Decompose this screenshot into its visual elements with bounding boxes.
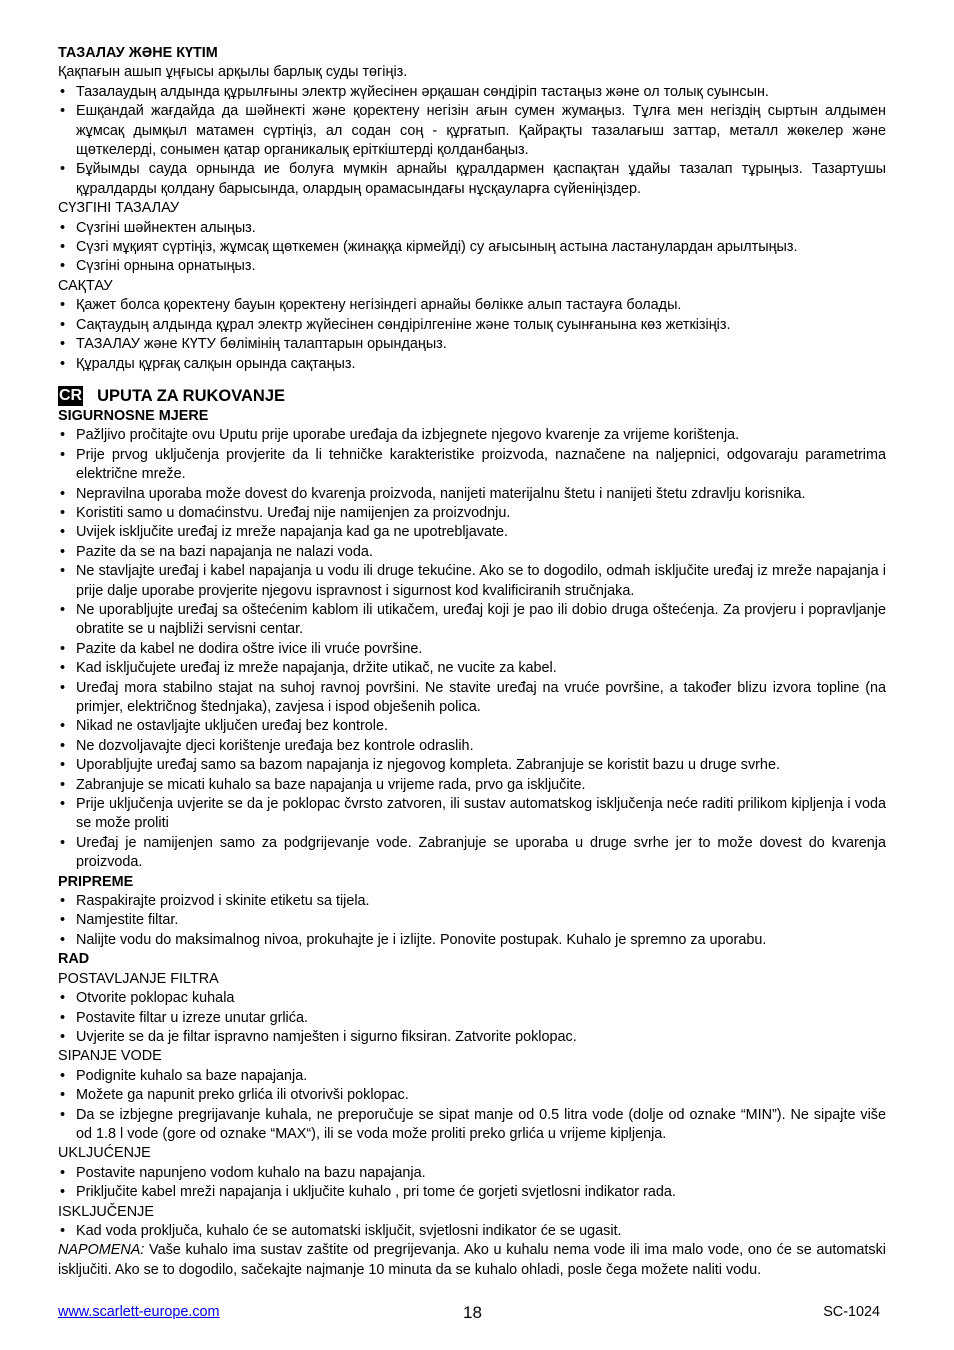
cr-pour-list — [58, 1067, 886, 1145]
cr-off-list — [58, 1222, 886, 1241]
list-item: • Da se izbjegne pregrijavanje kuhala, ne preporučuje se sipat manje od 0.5 litra vode (dolje od oznake “MIN”). Ne sipajte više od 1.8 l vode (gore od oznake “MAX“), ili se voda može proliti preko grlića u vrijeme kipljenja. — [58, 1106, 886, 1145]
kk-section-title: ТАЗАЛАУ ЖӘНЕ КҮТІМ — [58, 45, 218, 61]
cr-section-title: UPUTA ZA RUKOVANJE — [97, 386, 286, 405]
note-label: NAPOMENA: — [58, 1242, 145, 1259]
list-item: • Zabranjuje se micati kuhalo sa baze napajanja u vrijeme rada, prvo ga isključite. — [58, 776, 886, 795]
list-item: • Podignite kuhalo sa baze napajanja. — [58, 1067, 886, 1086]
list-item: • Otvorite poklopac kuhala — [58, 989, 886, 1008]
list-item: • Сүзгіні орнына орнатыңыз. — [58, 257, 886, 276]
list-item: • Uređaj mora stabilno stajat na suhoj ravnoj površini. Ne stavite uređaj na vruće površine, a također blizu izvora topline (na primjer, električnog štednjaka), zavjesa i ispod obješenih polica. — [58, 679, 886, 718]
list-item: • ТАЗАЛАУ және КҮТУ бөлімінің талаптарын орындаңыз. — [58, 335, 886, 354]
kk-cleaning-list — [58, 83, 886, 199]
list-item: • Ешқандай жағдайда да шәйнекті және қоректену негізін ағын сумен жумаңыз. Тұлға мен негіздің сыртын алдымен жұмсақ дымқыл матамен сүртіңіз, ал содан соң - құрғатып. Қайрақты тазалағыш заттар, металл жөкелер және щөткелерді, сонымен қатар органикалық еріткіштерді қолданбаңыз. — [58, 102, 886, 160]
list-item: • Uvijek isključite uređaj iz mreže napajanja kad ga ne upotrebljavate. — [58, 523, 886, 542]
note-text: Vaše kuhalo ima sustav zaštite od pregrijevanja. Ako u kuhalu nema vode ili ima malo vode, ono će se automatski isključiti. Ako se to dogodilo, sačekajte najmanje 10 minuta da se kuhalo ohladi, posle čega možete naliti vodu. — [58, 1242, 886, 1278]
page-number: 18 — [463, 1303, 482, 1322]
list-item: • Сүзгі мұқият сүртіңіз, жұмсақ щөткемен (жинаққа кірмейді) су ағысының астына ластанулардан арылтыңыз. — [58, 238, 886, 257]
list-item: • Ne stavljajte uređaj i kabel napajanja u vodu ili druge tekućine. Ako se to dogodilo, odmah isključite uređaj iz mreže napajanja i prije dalje uporabe provjerite njegovu ispravnost i sigurnost kod kvalificiranih stručnjaka. — [58, 562, 886, 601]
cr-filter-title: POSTAVLJANJE FILTRA — [58, 970, 219, 987]
list-item: • Құралды құрғақ салқын орында сақтаңыз. — [58, 355, 886, 374]
list-item: • Raspakirajte proizvod i skinite etiketu sa tijela. — [58, 892, 886, 911]
list-item: • Kad isključujete uređaj iz mreže napajanja, držite utikač, ne vucite za kabel. — [58, 659, 886, 678]
page-footer — [58, 1303, 886, 1325]
model-number: SC-1024 — [823, 1304, 880, 1320]
list-item: • Postavite napunjeno vodom kuhalo na bazu napajanja. — [58, 1164, 886, 1183]
list-item: • Тазалаудың алдында құрылғыны электр жүйесінен әрқашан сөндіріп тастаңыз және ол толық суынсын. — [58, 83, 886, 102]
kk-storage-list — [58, 296, 886, 374]
kk-filter-title: СҮЗГІНІ ТАЗАЛАУ — [58, 200, 180, 217]
list-item: • Namjestite filtar. — [58, 911, 886, 930]
list-item: • Prije prvog uključenja provjerite da li tehničke karakteristike proizvoda, naznačene na naljepnici, odgovaraju parametrima električne mreže. — [58, 446, 886, 485]
cr-prep-title: PRIPREME — [58, 873, 134, 890]
cr-note — [58, 1241, 886, 1280]
cr-filter-list — [58, 989, 886, 1047]
cr-safety-list — [58, 426, 886, 872]
list-item: • Prije uključenja uvjerite se da je poklopac čvrsto zatvoren, ili sustav automatskog isključenja neće raditi prilikom kipljenja i voda se može proliti — [58, 795, 886, 834]
list-item: • Сақтаудың алдында құрал электр жүйесінен сөндірілгеніне және толық суынғанына көз жеткізіңіз. — [58, 316, 886, 335]
page-content — [58, 44, 886, 1280]
cr-pour-title: SIPANJE VODE — [58, 1048, 162, 1065]
cr-prep-list — [58, 892, 886, 950]
cr-on-list — [58, 1164, 886, 1203]
kk-intro: Қақпағын ашып ұңғысы арқылы барлық суды төгіңіз. — [58, 64, 408, 81]
list-item: • Pazite da se na bazi napajanja ne nalazi voda. — [58, 543, 886, 562]
list-item: • Pazite da kabel ne dodira oštre ivice ili vruće površine. — [58, 640, 886, 659]
website-link[interactable]: www.scarlett-europe.com — [58, 1304, 220, 1320]
list-item: • Uvjerite se da je filtar ispravno namješten i sigurno fiksiran. Zatvorite poklopac. — [58, 1028, 886, 1047]
list-item: • Postavite filtar u izreze unutar grlića. — [58, 1009, 886, 1028]
cr-on-title: UKLJUĆENJE — [58, 1145, 151, 1162]
list-item: • Ne uporabljujte uređaj sa oštećenim kablom ili utikačem, uređaj koji je pao ili dobio druga oštećenja. Za provjeru i popravljanje obratite se u najbliži servisni centar. — [58, 601, 886, 640]
kk-storage-title: САҚТАУ — [58, 277, 113, 294]
cr-work-title: RAD — [58, 951, 90, 968]
list-item: • Nalijte vodu do maksimalnog nivoa, prokuhajte je i izlijte. Ponovite postupak. Kuhalo je spremno za uporabu. — [58, 931, 886, 950]
list-item: • Ne dozvoljavajte djeci korištenje uređaja bez kontrole odraslih. — [58, 737, 886, 756]
list-item: • Možete ga napunit preko grlića ili otvorivši poklopac. — [58, 1086, 886, 1105]
list-item: • Kad voda proključa, kuhalo će se automatski isključit, svjetlosni indikator će se ugasit. — [58, 1222, 886, 1241]
list-item: • Uređaj je namijenjen samo za podgrijevanje vode. Zabranjuje se uporaba u druge svrhe jer to može dovest do kvarenja proizvoda. — [58, 834, 886, 873]
kk-filter-list — [58, 219, 886, 277]
list-item: • Priključite kabel mreži napajanja i uključite kuhalo , pri tome će gorjeti svjetlosni indikator rada. — [58, 1183, 886, 1202]
list-item: • Қажет болса қоректену бауын қоректену негізіндегі арнайы бөлікке алып тастауға болады. — [58, 296, 886, 315]
list-item: • Pažljivo pročitajte ovu Uputu prije uporabe uređaja da izbjegnete njegovo kvarenje za vrijeme korištenja. — [58, 426, 886, 445]
cr-safety-title: SIGURNOSNE MJERE — [58, 407, 209, 424]
list-item: • Uporabljujte uređaj samo sa bazom napajanja iz njegovog kompleta. Zabranjuje se koristit bazu u druge svrhe. — [58, 756, 886, 775]
list-item: • Nepravilna uporaba može dovest do kvarenja proizvoda, nanijeti materijalnu štetu i nanijeti štetu zdravlju korisnika. — [58, 485, 886, 504]
list-item: • Koristiti samo u domaćinstvu. Uređaj nije namijenjen za proizvodnju. — [58, 504, 886, 523]
cr-off-title: ISKLJUČENJE — [58, 1203, 154, 1220]
list-item: • Nikad ne ostavljajte uključen uređaj bez kontrole. — [58, 717, 886, 736]
list-item: • Сүзгіні шәйнектен алыңыз. — [58, 219, 886, 238]
language-badge: CR — [59, 386, 83, 404]
cr-section-header — [58, 385, 886, 407]
list-item: • Бұйымды сауда орнында ие болуға мүмкін арнайы құралдармен қаспақтан ұдайы тазалап тұрыңыз. Тазартушы құралдарды қолдану барысында, олардың орамасындағы нұсқауларға сүйеніңіздер. — [58, 160, 886, 199]
